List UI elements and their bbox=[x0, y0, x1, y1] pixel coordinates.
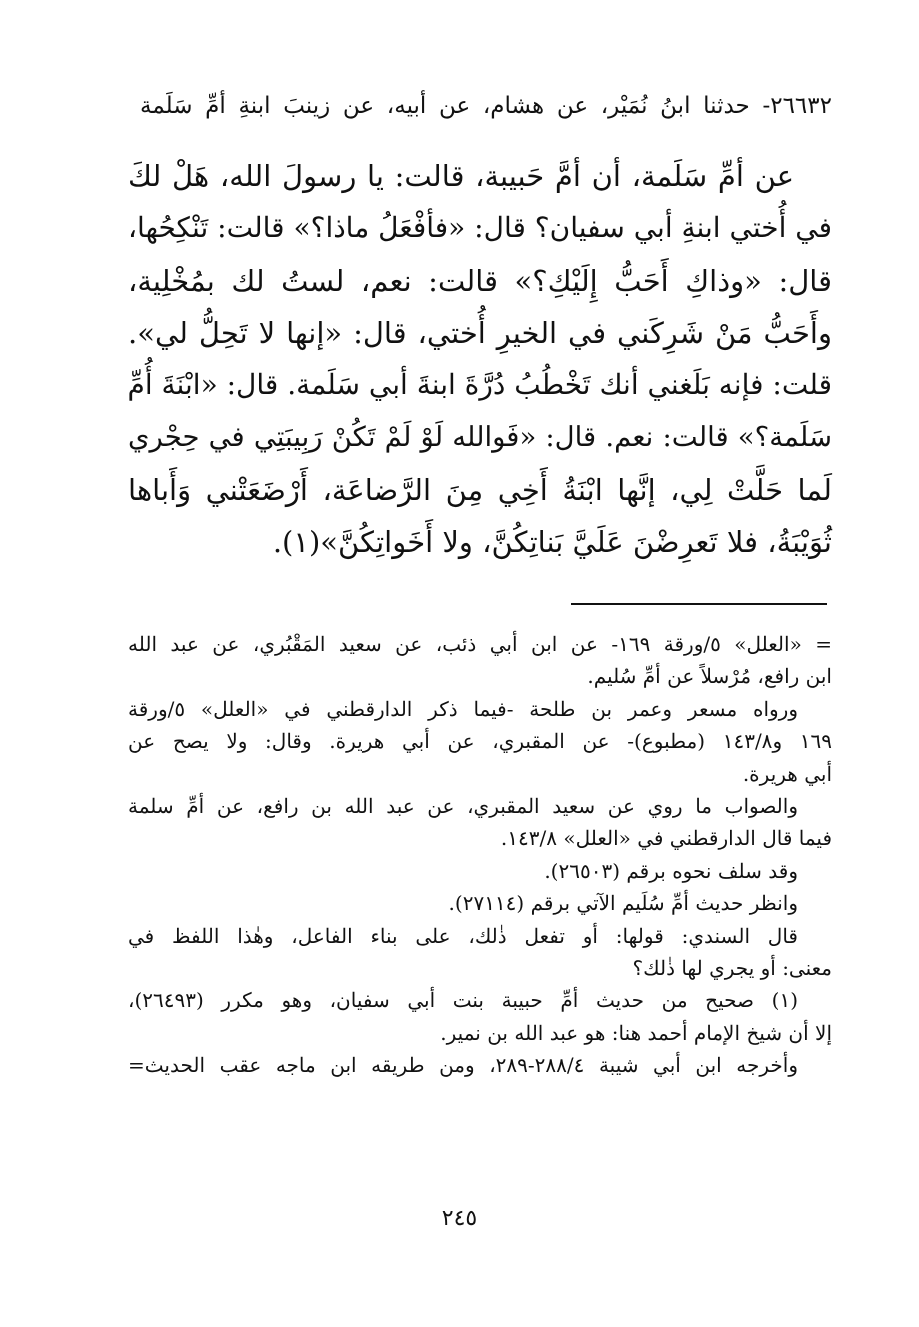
footnote-line: وقد سلف نحوه برقم (٢٦٥٠٣). bbox=[544, 858, 798, 883]
footnote-line: ١٦٩ و١٤٣/٨ (مطبوع)- عن المقبري، عن أبي هريرة. وقال: ولا يصح عن bbox=[128, 729, 832, 754]
footnote-line: = «العلل» ٥/ورقة ١٦٩- عن ابن أبي ذئب، عن سعيد المَقْبُري، عن عبد الله bbox=[128, 632, 832, 656]
footnote-line: (١) صحيح من حديث أمِّ حبيبة بنت أبي سفيان، وهو مكرر (٢٦٤٩٣)، bbox=[128, 988, 798, 1013]
footnote-line: معنى: أو يجري لها ذٰلك؟ bbox=[632, 955, 832, 980]
hadith-line: قال: «وذاكِ أَحَبُّ إِلَيْكِ؟» قالت: نعم، لستُ لك بمُخْلِية، bbox=[128, 263, 832, 298]
hadith-line: سَلَمة؟» قالت: نعم. قال: «فَوالله لَوْ لَمْ تَكُنْ رَبِيبَتِي في حِجْري bbox=[128, 421, 832, 454]
hadith-isnad-header: ٢٦٦٣٢- حدثنا ابنُ نُمَيْر، عن هشام، عن أبيه، عن زينبَ ابنةِ أمِّ سَلَمة bbox=[140, 93, 832, 119]
footnote-line: ابن رافع، مُرْسلاً عن أمِّ سُليم. bbox=[587, 664, 832, 689]
footnote-separator bbox=[571, 603, 827, 605]
footnote-line: أبي هريرة. bbox=[742, 761, 832, 786]
hadith-line: قلت: فإنه بَلَغني أنك تَخْطُبُ دُرَّةَ ابنةَ أبي سَلَمة. قال: «ابْنَةَ أُمِّ bbox=[127, 368, 832, 402]
footnote-line: إلا أن شيخ الإمام أحمد هنا: هو عبد الله بن نمير. bbox=[440, 1020, 832, 1045]
hadith-line: عن أمِّ سَلَمة، أن أمَّ حَبيبة، قالت: يا رسولَ الله، هَلْ لكَ bbox=[128, 159, 794, 193]
footnote-line: وأخرجه ابن أبي شيبة ٢٨٨/٤-٢٨٩، ومن طريقه ابن ماجه عقب الحديث= bbox=[128, 1053, 798, 1078]
hadith-line: وأَحَبُّ مَنْ شَرِكَني في الخيرِ أُختي، قال: «إنها لا تَحِلُّ لي». bbox=[128, 315, 832, 350]
footnote-line: فيما قال الدارقطني في «العلل» ١٤٣/٨. bbox=[500, 826, 832, 851]
page-number: ٢٤٥ bbox=[441, 1206, 478, 1231]
footnotes bbox=[128, 628, 832, 1081]
footnote-line: والصواب ما روي عن سعيد المقبري، عن عبد الله بن رافع، عن أمِّ سلمة bbox=[128, 793, 798, 818]
footnote-line: وانظر حديث أمِّ سُلَيم الآتي برقم (٢٧١١٤). bbox=[448, 891, 798, 916]
hadith-line: ثُوَيْبَةُ، فلا تَعرِضْنَ عَلَيَّ بَناتِكُنَّ، ولا أَخَواتِكُنَّ»(١). bbox=[272, 525, 832, 560]
footnote-line: ورواه مسعر وعمر بن طلحة -فيما ذكر الدارقطني في «العلل» ٥/ورقة bbox=[128, 696, 798, 721]
footnote-line: قال السندي: قولها: أو تفعل ذٰلك، على بناء الفاعل، وهٰذا اللفظ في bbox=[128, 923, 798, 948]
hadith-line: في أُختي ابنةِ أبي سفيان؟ قال: «فأفْعَلُ ماذا؟» قالت: تَنْكِحُها، bbox=[128, 211, 832, 245]
hadith-text bbox=[128, 150, 832, 568]
hadith-line: لَما حَلَّتْ لِي، إنَّها ابْنَةُ أَخِي مِنَ الرَّضاعَة، أَرْضَعَتْني وَأَباها bbox=[128, 472, 832, 507]
